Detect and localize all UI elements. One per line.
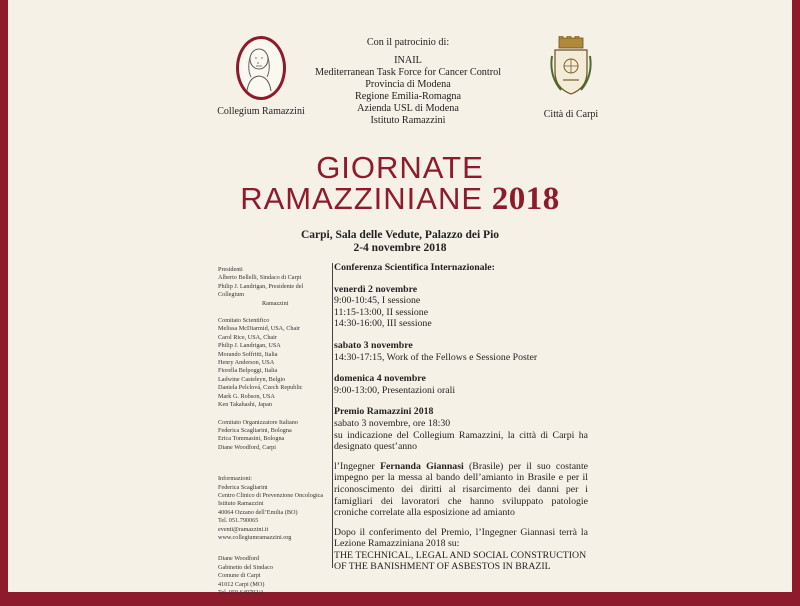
info-website: www.collegiumramazzini.org [218,533,292,541]
contact-line: 41012 Carpi (MO) [218,580,265,588]
committee-member: Carol Rice, USA, Chair [218,333,277,341]
contact-line: Diane Woodford [218,555,260,563]
day1-title: venerdì 2 novembre [334,283,418,295]
info-line: Istituto Ramazzini [218,500,264,508]
coat-of-arms-icon [549,36,593,98]
session-item: 14:30-16:00, III sessione [334,318,432,330]
info-line: 40064 Ozzano dell’Emilia (BO) [218,508,298,516]
program-column [334,262,588,573]
patron-item: Regione Emilia-Romagna [354,91,462,102]
committee-member: Ken Takahashi, Japan [218,401,272,409]
committee-member: Ladwine Casteleyn, Belgio [218,375,286,383]
info-line: Tel. 051.790065 [218,517,259,525]
patronage-block [308,37,508,127]
committee-member: Federica Scagliarini, Bologna [218,426,292,434]
lecture-text: Dopo il conferimento del Premio, l’Ingegner Giannasi terrà la Lezione Ramazziniana 2018 su: [334,526,588,550]
award-post: (Brasile) per il suo costante impegno per la messa al bando dell’amianto in Brasile e per il riconoscimento dei diritti al risarcimento dei danni per i famigliari dei lavoratori che hanno sviluppato patologie croniche correlate alla esposizione ad amianto [334,460,589,519]
presidents-heading: Presidenti [218,266,243,273]
info-email: eventi@ramazzini.it [218,525,269,533]
committee-member: Fiorella Belpoggi, Italia [218,367,278,375]
venue-dates: 2-4 novembre 2018 [353,242,447,254]
info-heading: Informazioni: [218,475,253,483]
citta-di-carpi-logo [536,36,606,120]
scientific-committee-heading: Comitato Scientifico [218,317,270,325]
left-logo-caption: Collegium Ramazzini [217,106,305,117]
prize-text: su indicazione del Collegium Ramazzini, la città di Carpi ha designato quest’anno [334,429,588,453]
patron-item: INAIL [394,55,422,66]
session-item: 11:15-13:00, II sessione [334,306,429,318]
title-year: 2018 [491,181,560,217]
patron-item: Provincia di Modena [365,79,451,90]
organizing-committee-block [218,419,330,453]
venue-place: Carpi, Sala delle Vedute, Palazzo dei Pio [300,229,500,241]
award-pre: l’Ingegner [334,460,381,472]
info-block [218,475,330,542]
venue-block [8,229,792,255]
title-line-1: GIORNATE [316,150,484,185]
committee-member: Morando Soffritti, Italia [218,350,278,358]
presidents-item: Ramazzini [262,299,289,307]
presidents-item: Alberto Bellelli, Sindaco di Carpi [218,274,302,282]
committee-member: Mark G. Robson, USA [218,392,275,400]
award-paragraph [334,461,588,519]
patron-item: Azienda USL di Modena [357,103,459,114]
presidents-item: Philip J. Landrigan, Presidente del Collegium [218,282,304,299]
contact-line: Comune di Carpi [218,572,261,580]
presidents-block [218,266,330,308]
column-divider [332,263,333,568]
session-item: 9:00-10:45, I sessione [334,295,421,307]
title-line-2 [8,181,792,217]
right-logo-caption: Città di Carpi [543,109,599,120]
lecture-title-line: THE TECHNICAL, LEGAL AND SOCIAL CONSTRUCTION [334,549,587,561]
committee-member: Henry Anderson, USA [218,359,275,367]
prize-title: Premio Ramazzini 2018 [334,406,434,418]
collegium-ramazzini-logo [216,36,306,117]
prize-date: sabato 3 novembre, ore 18:30 [334,417,451,429]
portrait-oval-icon [236,36,286,100]
conference-title: Conferenza Scientifica Internazionale: [334,262,495,273]
patron-item: Mediterranean Task Force for Cancer Control [314,67,502,78]
day2-title: sabato 3 novembre [334,339,413,351]
session-item: 9:00-13:00, Presentazioni orali [334,384,456,396]
committee-member: Philip J. Landrigan, USA [218,342,281,350]
committee-member: Melissa McDiarmid, USA, Chair [218,325,300,333]
lecture-title-line: OF THE BANISHMENT OF ASBESTOS IN BRAZIL [334,561,551,573]
title-word: RAMAZZINIANE [240,181,484,216]
scientific-committee-block [218,317,330,409]
info-line: Federica Scagliarini [218,483,268,491]
committee-member: Erica Tommasini, Bologna [218,435,285,443]
patron-item: Istituto Ramazzini [370,115,446,126]
committee-member: Daniela Pelclová, Czech Republic [218,384,303,392]
patronage-intro: Con il patrocinio di: [366,37,450,48]
contact-line: Tel. 059.649792/4 [218,589,264,596]
poster-sheet [8,0,792,596]
award-name: Fernanda Giannasi [380,460,464,472]
info-line: Centro Clinico di Prevenzione Oncologica [218,491,324,499]
committee-member: Diane Woodford, Carpi [218,443,276,451]
day3-title: domenica 4 novembre [334,373,426,385]
organizing-committee-heading: Comitato Organizzatore Italiano [218,418,298,426]
committee-column [218,266,330,606]
contact-block [218,555,330,597]
contact-line: Gabinetto del Sindaco [218,563,273,571]
session-item: 14:30-17:15, Work of the Fellows e Sessione Poster [334,351,538,363]
